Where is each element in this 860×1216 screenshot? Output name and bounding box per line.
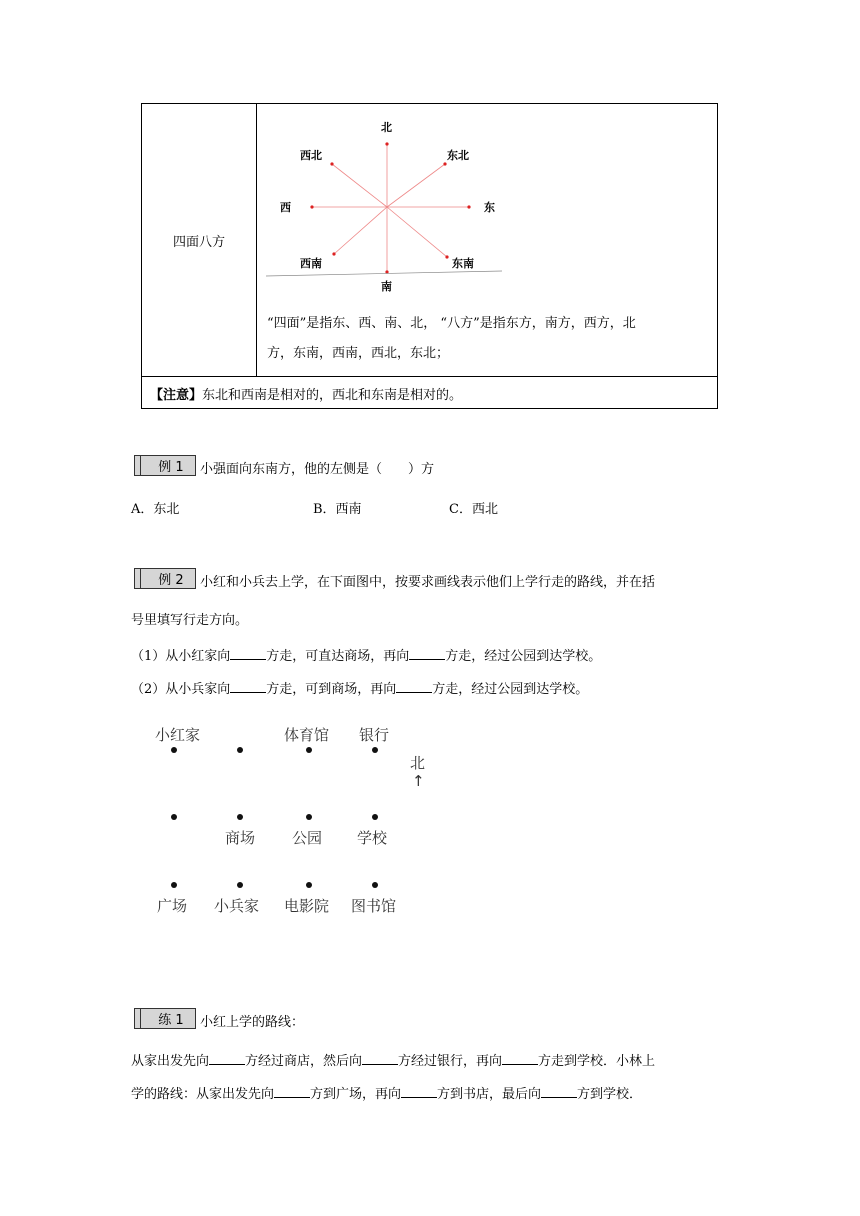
- map-dot: [372, 882, 378, 888]
- map-dot: [171, 747, 177, 753]
- label-west: 西: [280, 201, 291, 214]
- note-text: 东北和西南是相对的，西北和东南是相对的。: [202, 388, 463, 403]
- map-label-gym: 体育馆: [284, 726, 330, 744]
- note: [150, 384, 462, 403]
- map-dot: [237, 814, 243, 820]
- northwest-line: [332, 164, 387, 207]
- baseline-stroke: [266, 271, 502, 276]
- label-south: 南: [381, 280, 392, 293]
- map-dot: [171, 814, 177, 820]
- label-north: 北: [381, 121, 392, 134]
- map-label-mall: 商场: [225, 829, 256, 847]
- answer-blank[interactable]: [362, 1052, 398, 1065]
- example1-question: 小强面向东南方，他的左侧是（ ）方: [200, 462, 435, 477]
- north-label: 北: [410, 754, 426, 772]
- definition-text: [267, 309, 712, 369]
- example2-q2: （2）从小兵家向 方走，可到商场，再向 方走，经过公园到达学校。: [131, 682, 589, 697]
- practice1-title: 小红上学的路线：: [200, 1015, 305, 1030]
- map-dot: [372, 814, 378, 820]
- example1-option-a: A．东北: [131, 502, 180, 517]
- map-label-library: 图书馆: [351, 897, 397, 915]
- map-label-cinema: 电影院: [284, 897, 330, 915]
- northeast-line: [387, 164, 445, 207]
- example2-tag: 例 2: [134, 568, 196, 589]
- compass-diagram: [262, 114, 522, 294]
- map-label-school: 学校: [357, 829, 388, 847]
- southeast-line: [387, 207, 447, 257]
- map-label-xiaohong-home: 小红家: [155, 726, 201, 744]
- label-east: 东: [484, 201, 495, 214]
- map-label-park: 公园: [292, 829, 323, 847]
- example1-option-b: B．西南: [313, 502, 362, 517]
- answer-blank[interactable]: [230, 647, 266, 660]
- map-dot: [372, 747, 378, 753]
- label-northwest: 西北: [300, 149, 322, 162]
- map-dot: [237, 747, 243, 753]
- table-divider-vertical: [256, 104, 257, 376]
- route-map: [150, 718, 426, 918]
- answer-blank[interactable]: [396, 680, 432, 693]
- map-dot: [306, 814, 312, 820]
- answer-blank[interactable]: [502, 1052, 538, 1065]
- map-dot: [237, 882, 243, 888]
- map-dot: [306, 747, 312, 753]
- practice1-tag: 练 1: [134, 1008, 196, 1029]
- example1-tag: 例 1: [134, 455, 196, 476]
- row-label: 四面八方: [172, 234, 225, 250]
- answer-blank[interactable]: [274, 1085, 310, 1098]
- answer-blank[interactable]: [409, 647, 445, 660]
- map-label-bank: 银行: [359, 726, 390, 744]
- definition-line-1: “四面”是指东、西、南、北， “八方”是指东方，南方，西方，北: [267, 316, 636, 331]
- label-northeast: 东北: [447, 149, 469, 162]
- example2-question-line-1: 小红和小兵去上学，在下面图中，按要求画线表示他们上学行走的路线，并在括: [200, 575, 656, 590]
- map-label-square: 广场: [157, 897, 188, 915]
- map-dot: [171, 882, 177, 888]
- map-label-xiaobing-home: 小兵家: [214, 897, 260, 915]
- example1-option-c: C．西北: [449, 502, 498, 517]
- note-label: 【注意】: [150, 388, 203, 403]
- answer-blank[interactable]: [401, 1085, 437, 1098]
- example2-q1: （1）从小红家向 方走，可直达商场，再向 方走，经过公园到达学校。: [131, 649, 602, 664]
- table-divider-horizontal: [142, 376, 717, 377]
- label-southeast: 东南: [452, 257, 474, 270]
- label-southwest: 西南: [300, 257, 322, 270]
- practice1-line-1: 从家出发先向 方经过商店，然后向 方经过银行，再向 方走到学校．小林上: [131, 1054, 656, 1069]
- answer-blank[interactable]: [209, 1052, 245, 1065]
- example2-question-line-2: 号里填写行走方向。: [131, 613, 249, 628]
- north-arrow-icon: ↑: [412, 772, 425, 790]
- southwest-line: [334, 207, 387, 254]
- map-dot: [306, 882, 312, 888]
- practice1-line-2: 学的路线：从家出发先向 方到广场，再向 方到书店，最后向 方到学校．: [131, 1087, 643, 1102]
- answer-blank[interactable]: [230, 680, 266, 693]
- knowledge-table: [141, 103, 718, 409]
- definition-line-2: 方，东南，西南，西北，东北；: [267, 346, 450, 361]
- answer-blank[interactable]: [541, 1085, 577, 1098]
